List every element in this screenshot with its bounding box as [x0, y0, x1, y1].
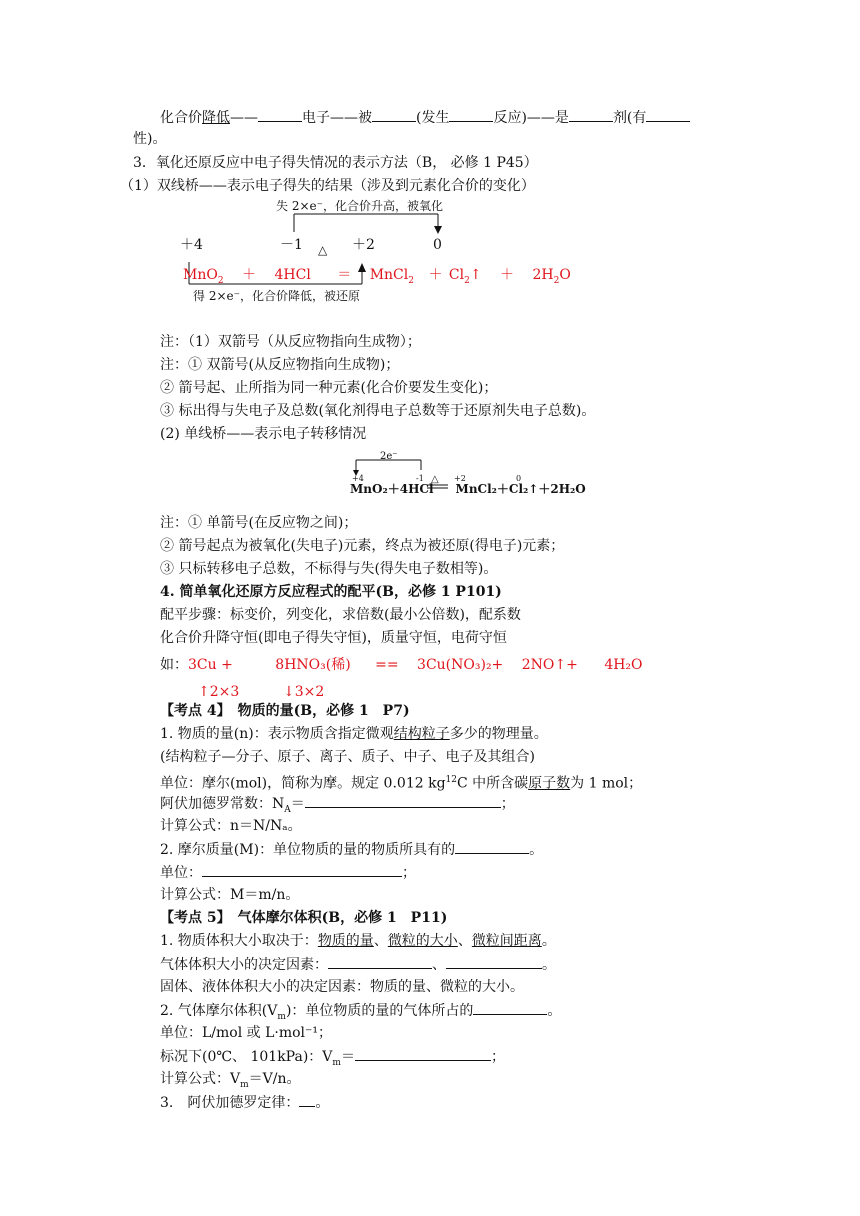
- topic-5-line: [160, 1070, 301, 1094]
- text: MnCl: [369, 267, 409, 283]
- topic-4-line: (结构粒子—分子、原子、离子、质子、中子、电子及其组合): [160, 749, 535, 765]
- text: m: [277, 1011, 286, 1022]
- fill-blank[interactable]: [473, 1001, 547, 1015]
- topic-4-heading: 【考点 4】 物质的量(B，必修 1 P7): [160, 703, 410, 719]
- text: ＋: [242, 267, 257, 283]
- text: 2: [464, 275, 470, 286]
- text: 多少的物理量。: [449, 726, 548, 742]
- topic-5-line: [160, 955, 556, 974]
- heat-symbol: △: [318, 243, 328, 257]
- section-4-heading: 4. 简单氧化还原方反应程式的配平(B，必修 1 P101): [160, 584, 502, 600]
- oxidation-label: 失 2×e⁻，化合价升高，被氧化: [276, 199, 443, 213]
- text: 结构粒子: [393, 726, 450, 742]
- text: ；: [500, 796, 515, 812]
- text: ＝V/n。: [248, 1071, 301, 1087]
- topic-5-line: [160, 1093, 329, 1112]
- text: 、: [373, 933, 388, 949]
- section-3-1-heading: （1）双线桥——表示电子得失的结果（涉及到元素化合价的变化）: [120, 178, 535, 194]
- topic-4-line: [160, 794, 515, 819]
- note-line: ③ 标出得与失电子及总数(氧化剂得电子总数等于还原剂失电子总数)。: [160, 403, 596, 419]
- reduction-label: 得 2×e⁻，化合价降低，被还原: [193, 289, 360, 303]
- text: 、: [432, 957, 446, 973]
- text: 8HNO₃(稀): [275, 657, 351, 673]
- text: 反应)——是: [493, 110, 569, 126]
- single-bridge-equation: [350, 482, 586, 496]
- electron-transfer-label: 2e⁻: [380, 451, 398, 462]
- fill-blank[interactable]: [202, 863, 402, 877]
- text: ＋Cl₂: [496, 482, 529, 496]
- note-line: ③ 只标转移电子总数，不标得与失(得失电子数相等)。: [160, 561, 498, 577]
- text: 3. 阿伏加德罗定律：: [160, 1095, 300, 1111]
- text: ＋4HCl: [387, 482, 434, 496]
- text: )：单位物质的量的气体所占的: [285, 1003, 474, 1019]
- text: ↑: [469, 267, 482, 283]
- single-bridge-lines: [0, 0, 860, 520]
- topic-4-line: 计算公式：n＝N/Nₐ。: [160, 818, 302, 834]
- text: MnCl₂: [455, 482, 497, 496]
- text: ＋: [428, 267, 443, 283]
- text: 微粒的大小: [387, 933, 458, 949]
- text: ；: [490, 1049, 505, 1065]
- text: O: [559, 267, 571, 283]
- text: 气体体积大小的决定因素：: [160, 957, 328, 973]
- text: 计算公式：V: [160, 1071, 241, 1087]
- text: 2: [217, 275, 224, 286]
- ox-state: +4: [352, 474, 364, 483]
- text: 电子——被: [302, 110, 372, 126]
- text: 。: [529, 842, 544, 858]
- ox-state: 0: [516, 474, 522, 483]
- text: (发生: [416, 110, 450, 126]
- fill-blank[interactable]: [455, 840, 529, 854]
- text: m: [332, 1057, 341, 1068]
- ox-state-mn: ＋4: [180, 237, 203, 253]
- note-line: 注：① 双箭号(从反应物指向生成物)；: [160, 357, 400, 373]
- text: ——: [230, 110, 258, 126]
- text: 1. 物质的量(n)：表示物质含指定微观: [160, 726, 394, 742]
- text: 3Cu +: [188, 657, 233, 673]
- fill-blank[interactable]: [328, 955, 432, 969]
- text: 1. 物质体积大小取决于：: [160, 933, 318, 949]
- text: 。: [542, 957, 556, 973]
- note-line: ② 箭号起、止所指为同一种元素(化合价要发生变化)；: [160, 380, 498, 396]
- text: MnO: [183, 267, 218, 283]
- text: ＋: [500, 267, 515, 283]
- text: A: [284, 804, 291, 815]
- text: 2: [553, 275, 560, 286]
- topic-5-line: 固体、液体体积大小的决定因素：物质的量、微粒的大小。: [160, 979, 524, 995]
- text: 2. 气体摩尔体积(V: [160, 1003, 278, 1019]
- note-line: (2) 单线桥——表示电子转移情况: [160, 426, 367, 442]
- ox-state-cl2: 0: [433, 237, 442, 253]
- topic-4-line: [160, 840, 543, 859]
- topic-5-heading: 【考点 5】 气体摩尔体积(B，必修 1 P11): [160, 910, 448, 926]
- text: 3Cu(NO₃)₂+: [417, 657, 504, 673]
- fill-blank[interactable]: [446, 955, 542, 969]
- balance-rule: 化合价升降守恒(即电子得失守恒)，质量守恒，电荷守恒: [160, 630, 507, 646]
- text: C 中所含碳: [456, 775, 529, 792]
- text: 阿伏加德罗常数：N: [160, 796, 285, 812]
- text: 2NO↑+: [521, 657, 578, 673]
- text: Cl: [448, 267, 465, 283]
- balance-example: [160, 656, 643, 674]
- topic-4-line: [160, 725, 548, 743]
- text: ==: [375, 657, 399, 673]
- text: 2. 摩尔质量(M)：单位物质的量的物质所具有的: [160, 842, 456, 858]
- electron-loss-mark: ↓3×2: [283, 684, 325, 700]
- text: ＝: [290, 796, 305, 812]
- text: ↑: [528, 482, 539, 496]
- ox-state: +2: [454, 474, 466, 483]
- text: m: [240, 1079, 249, 1090]
- text: 单位：: [160, 865, 202, 881]
- balance-steps: 配平步骤：标变价，列变化，求倍数(最小公倍数)，配系数: [160, 607, 521, 623]
- topic-5-line: [160, 932, 556, 950]
- text: ＋2H₂O: [538, 482, 586, 496]
- note-line: 注：（1）双箭号（从反应物指向生成物）；: [160, 334, 421, 350]
- text: ；: [402, 865, 416, 881]
- text: 化合价: [160, 110, 202, 126]
- ox-state: -1: [416, 474, 424, 483]
- text: 。: [315, 1095, 330, 1111]
- topic-5-line: [160, 1001, 561, 1026]
- text: ＝: [340, 1049, 355, 1065]
- blank-line-1-cont: 性)。: [133, 131, 167, 147]
- text: 剂(有: [612, 110, 647, 126]
- topic-4-line: 计算公式：M＝m/n。: [160, 887, 300, 903]
- text: 、: [457, 933, 472, 949]
- text: 4H₂O: [604, 657, 643, 673]
- text: 12: [445, 775, 457, 785]
- topic-5-line: 单位：L/mol 或 L·mol⁻¹；: [160, 1025, 333, 1041]
- text: 为 1 mol；: [570, 775, 643, 792]
- text: 标况下(0℃、 101kPa)：V: [160, 1049, 333, 1065]
- note-line: ② 箭号起点为被氧化(失电子)元素，终点为被还原(得电子)元素；: [160, 538, 565, 554]
- topic-4-line: [160, 771, 642, 793]
- topic-5-line: [160, 1047, 505, 1072]
- text: 。: [547, 1003, 562, 1019]
- ox-state-cl: －1: [280, 237, 303, 253]
- text: 单位：摩尔(mol)，简称为摩。规定 0.012 kg: [160, 775, 446, 792]
- underlined-term: 降低: [202, 110, 230, 126]
- electron-gain-mark: ↑2×3: [198, 684, 240, 700]
- text: 如：: [160, 657, 188, 673]
- text: 2: [408, 275, 414, 286]
- note-line: 注：① 单箭号(在反应物之间)；: [160, 515, 358, 531]
- text: 原子数: [528, 775, 571, 792]
- text: 。: [541, 933, 556, 949]
- topic-4-line: [160, 863, 416, 882]
- fill-blank[interactable]: [299, 1093, 315, 1107]
- fill-blank[interactable]: [355, 1047, 491, 1061]
- text: 2H: [532, 267, 554, 283]
- heat-symbol: △: [431, 474, 439, 485]
- section-3-heading: 3．氧化还原反应中电子得失情况的表示方法（B， 必修 1 P45）: [133, 155, 538, 171]
- fill-blank[interactable]: [305, 794, 501, 808]
- text: ＝: [337, 267, 352, 283]
- ox-state-mn-product: ＋2: [352, 237, 375, 253]
- text: 物质的量: [317, 933, 374, 949]
- text: 4HCl: [274, 267, 311, 283]
- text: MnO₂: [350, 482, 388, 496]
- text: 微粒间距离: [471, 933, 542, 949]
